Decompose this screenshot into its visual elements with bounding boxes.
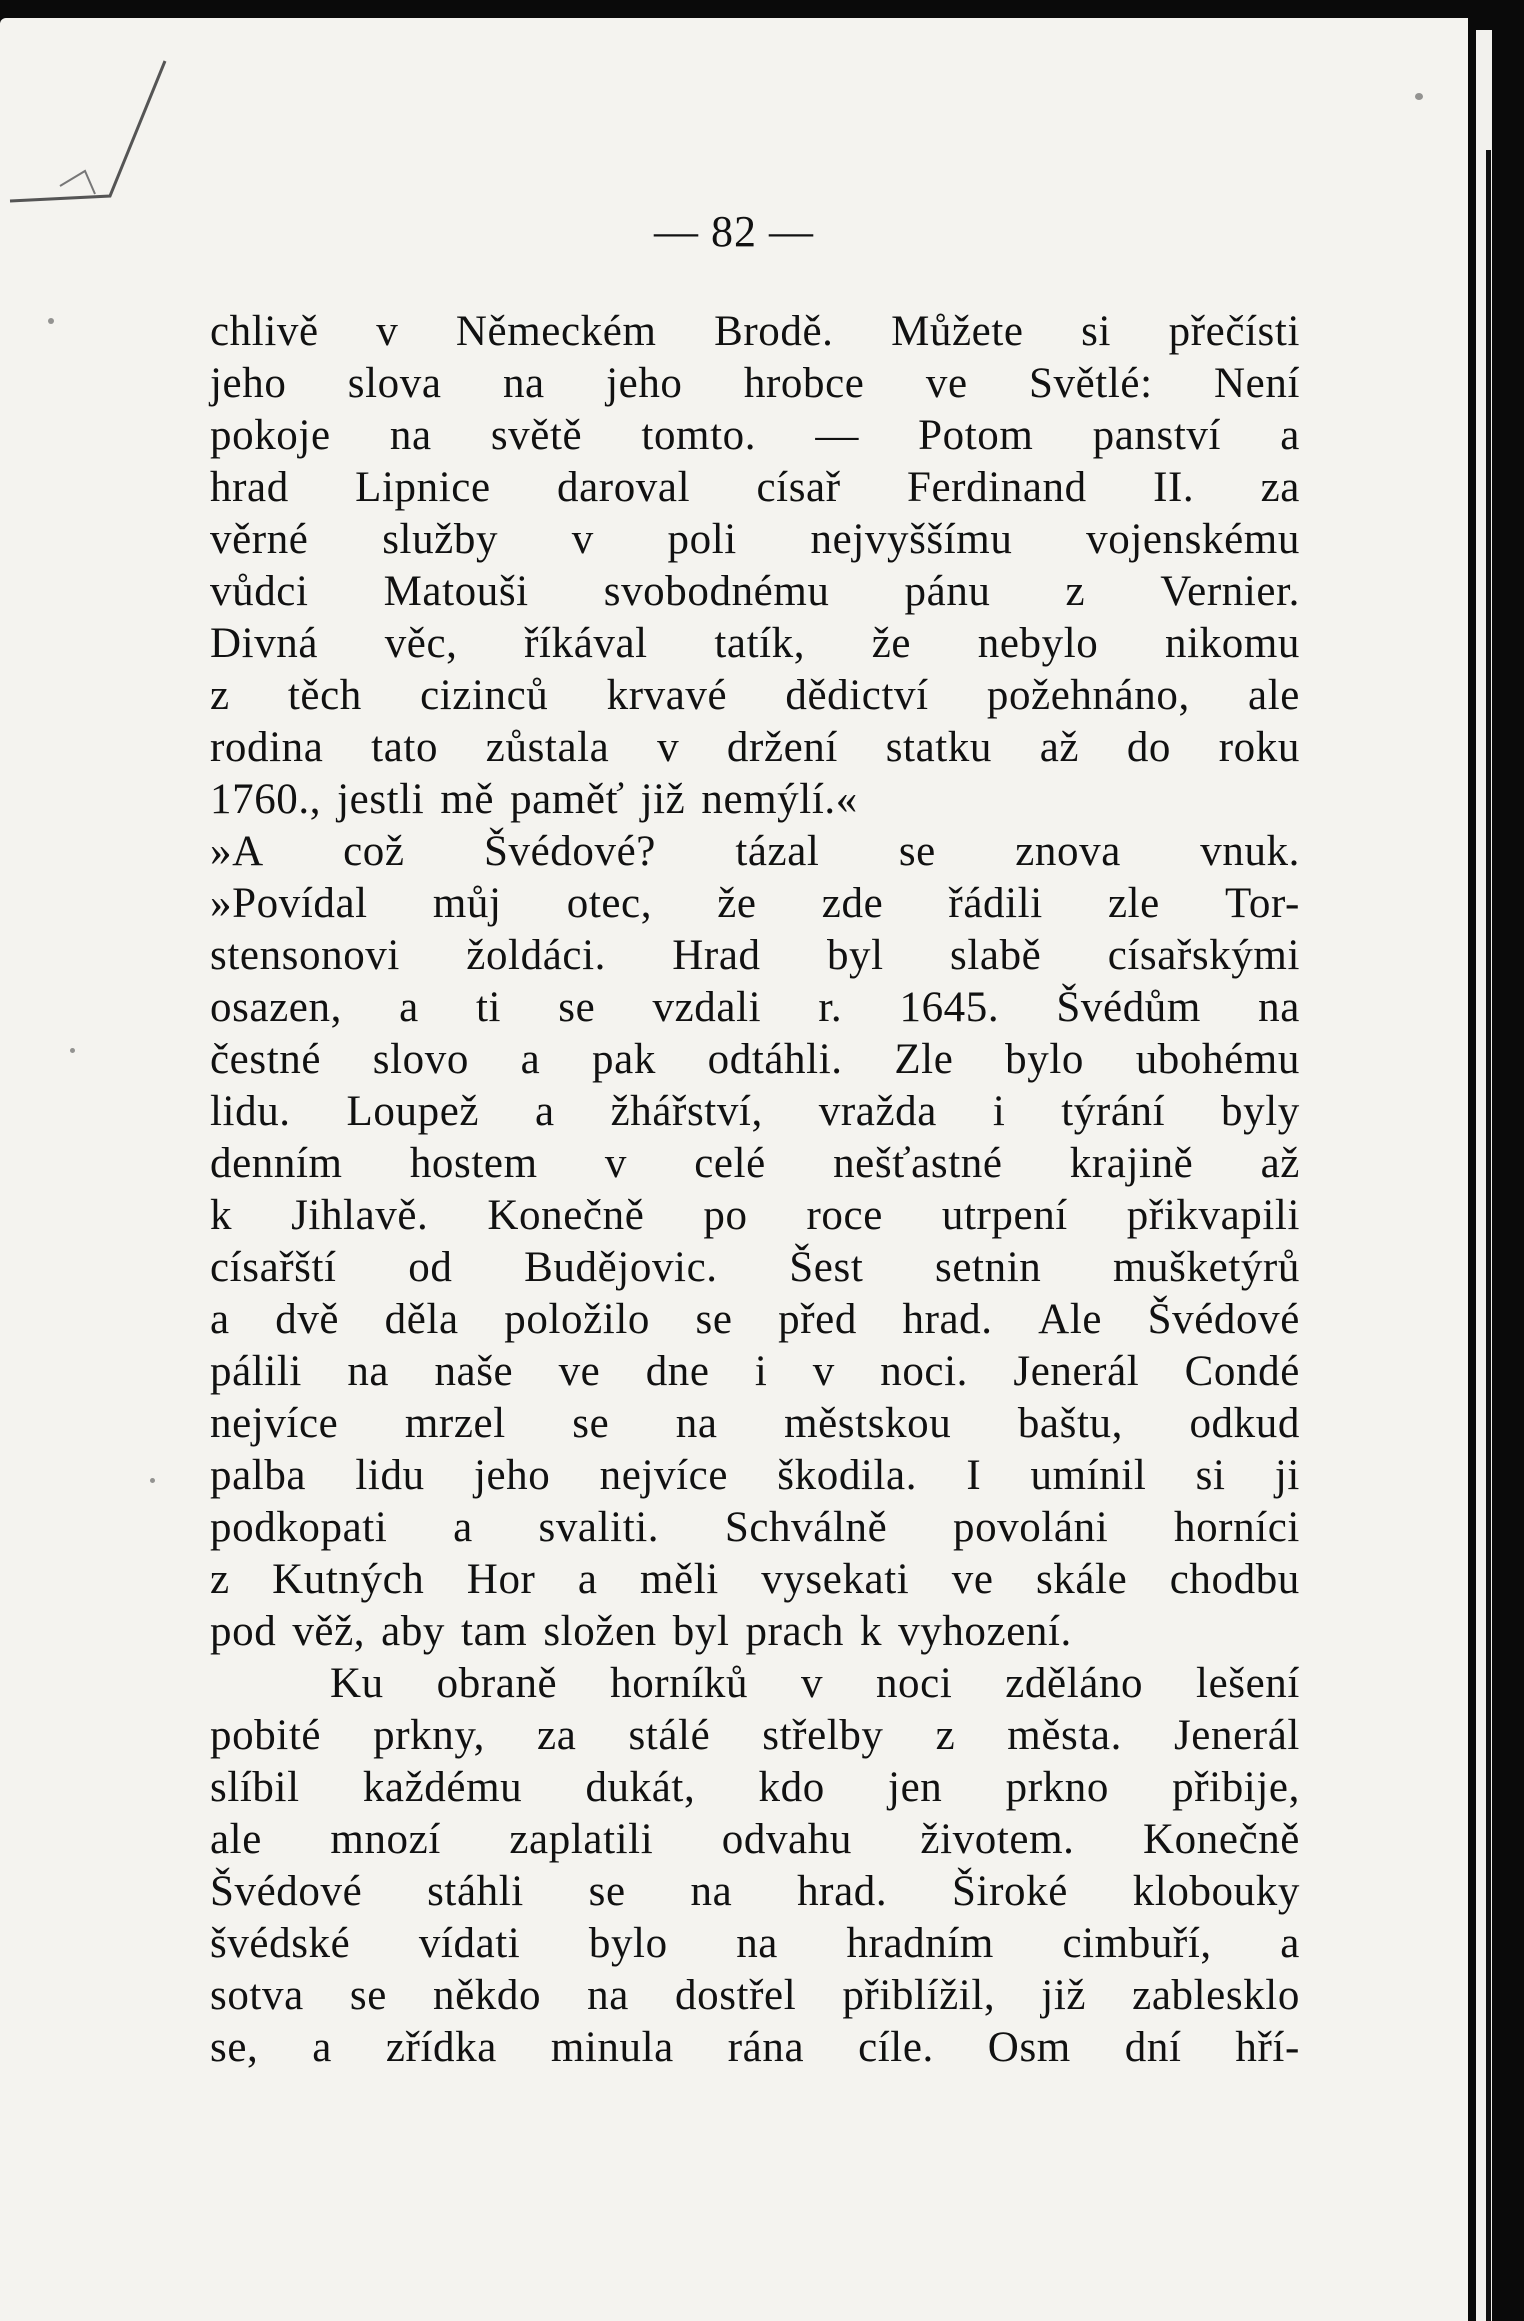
text-line: slíbil každému dukát, kdo jen prkno přibije,: [210, 1764, 1300, 1811]
text-line: chlivě v Německém Brodě. Můžete si přečísti: [210, 308, 1300, 355]
print-speck: [1415, 93, 1423, 100]
text-line: »Povídal můj otec, že zde řádili zle Tor-: [210, 880, 1300, 927]
print-speck: [48, 318, 54, 324]
text-line: rodina tato zůstala v držení statku až do roku: [210, 724, 1300, 771]
print-speck: [150, 1478, 155, 1483]
binding-line: [1486, 150, 1491, 2321]
text-line: císařští od Budějovic. Šest setnin mušketýrů: [210, 1244, 1300, 1291]
text-line: se, a zřídka minula rána cíle. Osm dní hří-: [210, 2024, 1300, 2071]
text-line: Divná věc, říkával tatík, že nebylo nikomu: [210, 620, 1300, 667]
text-line: čestné slovo a pak odtáhli. Zle bylo ubohému: [210, 1036, 1300, 1083]
text-line: osazen, a ti se vzdali r. 1645. Švédům na: [210, 984, 1300, 1031]
text-line: 1760., jestli mě paměť již nemýlí.«: [210, 776, 858, 823]
text-line: pálili na naše ve dne i v noci. Jenerál Condé: [210, 1348, 1300, 1395]
text-line: věrné služby v poli nejvyššímu vojenskému: [210, 516, 1300, 563]
scan-right-edge: [1468, 0, 1524, 2321]
text-line: stensonovi žoldáci. Hrad byl slabě císařskými: [210, 932, 1300, 979]
text-line: Ku obraně horníků v noci zděláno lešení: [330, 1660, 1300, 1707]
text-line: podkopati a svaliti. Schválně povoláni horníci: [210, 1504, 1300, 1551]
text-line: pokoje na světě tomto. — Potom panství a: [210, 412, 1300, 459]
body-text: [210, 306, 1300, 2074]
text-line: vůdci Matouši svobodnému pánu z Vernier.: [210, 568, 1300, 615]
book-page: [0, 18, 1468, 2321]
text-line: k Jihlavě. Konečně po roce utrpení přikvapili: [210, 1192, 1300, 1239]
text-line: nejvíce mrzel se na městskou baštu, odkud: [210, 1400, 1300, 1447]
text-line: pobité prkny, za stálé střelby z města. Jenerál: [210, 1712, 1300, 1759]
page-number: — 82 —: [654, 207, 814, 256]
text-line: Švédové stáhli se na hrad. Široké klobouky: [210, 1868, 1300, 1915]
text-line: z těch cizinců krvavé dědictví požehnáno, ale: [210, 672, 1300, 719]
text-line: švédské vídati bylo na hradním cimbuří, a: [210, 1920, 1300, 1967]
text-line: palba lidu jeho nejvíce škodila. I umínil si ji: [210, 1452, 1300, 1499]
text-line: a dvě děla položilo se před hrad. Ale Švédové: [210, 1296, 1300, 1343]
text-line: »A což Švédové? tázal se znova vnuk.: [210, 828, 1300, 875]
text-line: pod věž, aby tam složen byl prach k vyhození.: [210, 1608, 1072, 1655]
text-line: jeho slova na jeho hrobce ve Světlé: Není: [210, 360, 1300, 407]
text-line: lidu. Loupež a žhářství, vražda i týrání byly: [210, 1088, 1300, 1135]
text-line: denním hostem v celé nešťastné krajině až: [210, 1140, 1300, 1187]
text-line: sotva se někdo na dostřel přiblížil, již zablesklo: [210, 1972, 1300, 2019]
text-line: hrad Lipnice daroval císař Ferdinand II. za: [210, 464, 1300, 511]
text-line: ale mnozí zaplatili odvahu životem. Konečně: [210, 1816, 1300, 1863]
text-line: z Kutných Hor a měli vysekati ve skále chodbu: [210, 1556, 1300, 1603]
print-speck: [70, 1048, 75, 1053]
